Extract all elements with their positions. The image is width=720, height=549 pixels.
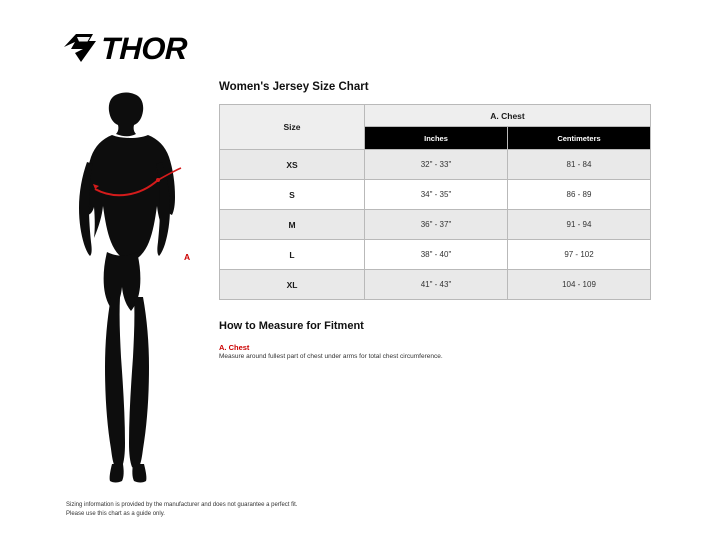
cell-inches: 36" - 37": [365, 210, 508, 240]
cell-inches: 41" - 43": [365, 270, 508, 300]
table-row: [220, 210, 651, 240]
column-group-header-chest: A. Chest: [365, 105, 651, 127]
cell-centimeters: 81 - 84: [508, 150, 651, 180]
howto-item-description: Measure around fullest part of chest under arms for total chest circumference.: [219, 353, 443, 360]
cell-inches: 32" - 33": [365, 150, 508, 180]
page-title: Women's Jersey Size Chart: [219, 81, 369, 93]
brand-wordmark: THOR: [100, 30, 188, 66]
column-header-inches: Inches: [365, 127, 508, 150]
cell-centimeters: 104 - 109: [508, 270, 651, 300]
cell-inches: 34" - 35": [365, 180, 508, 210]
thor-helmet-icon: [63, 31, 99, 65]
cell-size: XL: [220, 270, 365, 300]
table-row: [220, 180, 651, 210]
size-chart-table: [219, 104, 651, 300]
cell-centimeters: 86 - 89: [508, 180, 651, 210]
table-row: [220, 240, 651, 270]
brand-logo: [63, 30, 187, 66]
howto-section-title: How to Measure for Fitment: [219, 320, 364, 332]
column-header-size: Size: [220, 105, 365, 150]
cell-centimeters: 91 - 94: [508, 210, 651, 240]
disclaimer-line-2: Please use this chart as a guide only.: [66, 511, 165, 518]
table-header-row-group: [220, 105, 651, 127]
cell-centimeters: 97 - 102: [508, 240, 651, 270]
figure-illustration: [55, 92, 205, 492]
chest-measure-line-icon: [55, 92, 205, 492]
table-row: [220, 270, 651, 300]
cell-inches: 38" - 40": [365, 240, 508, 270]
howto-item-label: A. Chest: [219, 343, 250, 352]
column-header-centimeters: Centimeters: [508, 127, 651, 150]
cell-size: S: [220, 180, 365, 210]
disclaimer: [66, 501, 297, 520]
measure-point-a-label: A: [184, 252, 191, 262]
cell-size: M: [220, 210, 365, 240]
disclaimer-line-1: Sizing information is provided by the manufacturer and does not guarantee a perfect fit.: [66, 502, 298, 508]
cell-size: XS: [220, 150, 365, 180]
cell-size: L: [220, 240, 365, 270]
table-row: [220, 150, 651, 180]
